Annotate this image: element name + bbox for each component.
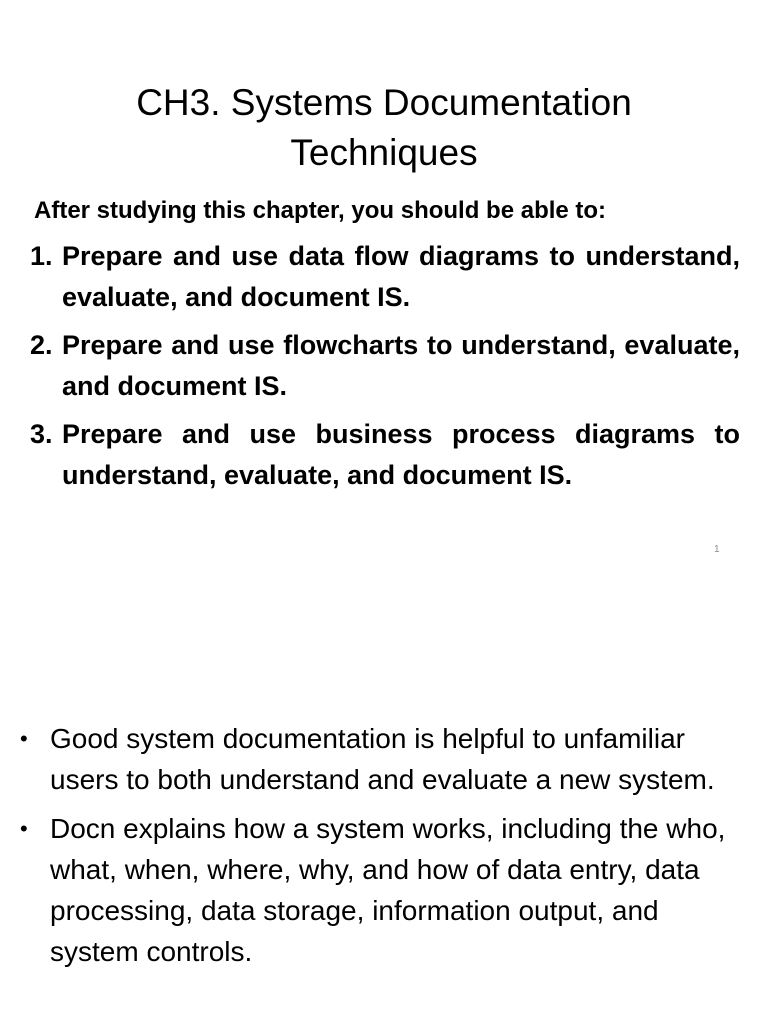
- objective-item: [30, 325, 740, 407]
- slide-2: [0, 576, 768, 1024]
- objectives-list: [30, 236, 740, 503]
- bullet-text: Good system documentation is helpful to unfamiliar users to both understand and evaluate a new system.: [50, 723, 715, 795]
- objective-number: 3.: [30, 419, 53, 449]
- slide-number: 1: [714, 544, 720, 555]
- bullet-item: [20, 718, 744, 800]
- objective-number: 1.: [30, 241, 53, 271]
- intro-text: After studying this chapter, you should be able to:: [34, 197, 607, 224]
- bullet-list: [20, 718, 744, 980]
- objective-text: Prepare and use business process diagrams to understand, evaluate, and document IS.: [62, 419, 740, 490]
- objective-text: Prepare and use data flow diagrams to understand, evaluate, and document IS.: [62, 241, 740, 312]
- objective-item: [30, 236, 740, 318]
- bullet-item: [20, 808, 744, 972]
- bullet-marker: •: [20, 816, 28, 841]
- objective-item: [30, 414, 740, 496]
- bullet-marker: •: [20, 726, 28, 751]
- objective-number: 2.: [30, 330, 53, 360]
- slide-title: CH3. Systems Documentation Techniques: [136, 82, 632, 173]
- objective-text: Prepare and use flowcharts to understand, evaluate, and document IS.: [62, 330, 740, 401]
- bullet-text: Docn explains how a system works, including the who, what, when, where, why, and how of data entry, data processing, data storage, information output, and system controls.: [50, 813, 726, 967]
